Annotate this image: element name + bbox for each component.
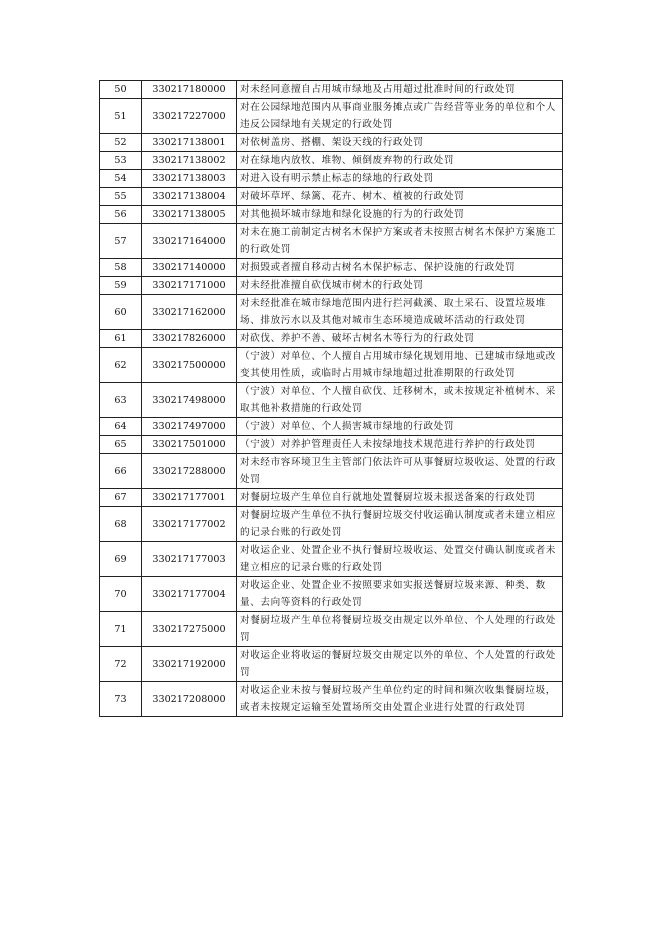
item-code: 330217497000	[142, 418, 237, 436]
row-number: 51	[100, 99, 142, 134]
item-code: 330217500000	[142, 348, 237, 383]
row-number: 65	[100, 436, 142, 454]
row-number: 67	[100, 489, 142, 507]
item-code: 330217177002	[142, 507, 237, 542]
item-code: 330217177004	[142, 577, 237, 612]
item-description: 对未经市容环境卫生主管部门依法许可从事餐厨垃圾收运、处置的行政处罚	[237, 454, 563, 489]
item-code: 330217138001	[142, 134, 237, 152]
item-description: 对其他损坏城市绿地和绿化设施的行为的行政处罚	[237, 206, 563, 224]
table-row	[100, 647, 563, 682]
table-row	[100, 99, 563, 134]
row-number: 64	[100, 418, 142, 436]
row-number: 58	[100, 259, 142, 277]
item-description: 对未在施工前制定古树名木保护方案或者未按照古树名木保护方案施工的行政处罚	[237, 224, 563, 259]
table-row	[100, 152, 563, 170]
item-code: 330217177003	[142, 542, 237, 577]
row-number: 63	[100, 383, 142, 418]
item-code: 330217162000	[142, 295, 237, 330]
row-number: 66	[100, 454, 142, 489]
item-description: 对餐厨垃圾产生单位将餐厨垃圾交由规定以外单位、个人处理的行政处罚	[237, 612, 563, 647]
table-row	[100, 489, 563, 507]
table-row	[100, 330, 563, 348]
item-code: 330217227000	[142, 99, 237, 134]
row-number: 62	[100, 348, 142, 383]
item-description: 对在绿地内放牧、堆物、倾倒废弃物的行政处罚	[237, 152, 563, 170]
row-number: 57	[100, 224, 142, 259]
table-row	[100, 577, 563, 612]
table-row	[100, 170, 563, 188]
item-description: （宁波）对养护管理责任人未按绿地技术规范进行养护的行政处罚	[237, 436, 563, 454]
row-number: 71	[100, 612, 142, 647]
item-description: 对损毁或者擅自移动古树名木保护标志、保护设施的行政处罚	[237, 259, 563, 277]
item-description: 对未经批准在城市绿地范围内进行拦河截溪、取土采石、设置垃圾堆场、排放污水以及其他对城市生态环境造成破坏活动的行政处罚	[237, 295, 563, 330]
item-code: 330217138003	[142, 170, 237, 188]
item-code: 330217180000	[142, 81, 237, 99]
item-description: 对收运企业、处置企业不执行餐厨垃圾收运、处置交付确认制度或者未建立相应的记录台账的行政处罚	[237, 542, 563, 577]
item-description: 对餐厨垃圾产生单位不执行餐厨垃圾交付收运确认制度或者未建立相应的记录台账的行政处罚	[237, 507, 563, 542]
item-description: 对餐厨垃圾产生单位自行就地处置餐厨垃圾未报送备案的行政处罚	[237, 489, 563, 507]
row-number: 61	[100, 330, 142, 348]
item-description: 对进入设有明示禁止标志的绿地的行政处罚	[237, 170, 563, 188]
item-description: 对收运企业将收运的餐厨垃圾交由规定以外的单位、个人处置的行政处罚	[237, 647, 563, 682]
table-row	[100, 542, 563, 577]
row-number: 53	[100, 152, 142, 170]
item-description: （宁波）对单位、个人擅自砍伐、迁移树木，或未按规定补植树木、采取其他补救措施的行政处罚	[237, 383, 563, 418]
item-description: 对砍伐、养护不善、破坏古树名木等行为的行政处罚	[237, 330, 563, 348]
row-number: 73	[100, 682, 142, 717]
item-code: 330217501000	[142, 436, 237, 454]
row-number: 55	[100, 188, 142, 206]
item-code: 330217208000	[142, 682, 237, 717]
item-code: 330217275000	[142, 612, 237, 647]
row-number: 69	[100, 542, 142, 577]
item-description: 对依树盖房、搭棚、架设天线的行政处罚	[237, 134, 563, 152]
table-row	[100, 454, 563, 489]
table-row	[100, 507, 563, 542]
item-code: 330217138005	[142, 206, 237, 224]
item-description: 对收运企业、处置企业不按照要求如实报送餐厨垃圾来源、种类、数量、去向等资料的行政处罚	[237, 577, 563, 612]
item-description: 对收运企业未按与餐厨垃圾产生单位约定的时间和频次收集餐厨垃圾，或者未按规定运输至处置场所交由处置企业进行处置的行政处罚	[237, 682, 563, 717]
table-row	[100, 295, 563, 330]
table-row	[100, 612, 563, 647]
item-description: 对在公园绿地范围内从事商业服务摊点或广告经营等业务的单位和个人违反公园绿地有关规定的行政处罚	[237, 99, 563, 134]
item-description: 对破坏草坪、绿篱、花卉、树木、植被的行政处罚	[237, 188, 563, 206]
item-description: 对未经同意擅自占用城市绿地及占用超过批准时间的行政处罚	[237, 81, 563, 99]
item-code: 330217164000	[142, 224, 237, 259]
table-row	[100, 383, 563, 418]
row-number: 68	[100, 507, 142, 542]
table-row	[100, 188, 563, 206]
row-number: 54	[100, 170, 142, 188]
table-row	[100, 436, 563, 454]
item-code: 330217288000	[142, 454, 237, 489]
row-number: 52	[100, 134, 142, 152]
item-code: 330217192000	[142, 647, 237, 682]
row-number: 60	[100, 295, 142, 330]
row-number: 56	[100, 206, 142, 224]
item-description: 对未经批准擅自砍伐城市树木的行政处罚	[237, 277, 563, 295]
row-number: 50	[100, 81, 142, 99]
table-row	[100, 81, 563, 99]
table-row	[100, 277, 563, 295]
item-code: 330217140000	[142, 259, 237, 277]
table-row	[100, 259, 563, 277]
row-number: 70	[100, 577, 142, 612]
item-code: 330217826000	[142, 330, 237, 348]
item-code: 330217171000	[142, 277, 237, 295]
table-row	[100, 134, 563, 152]
item-code: 330217177001	[142, 489, 237, 507]
table-row	[100, 418, 563, 436]
table-body	[100, 81, 563, 717]
row-number: 59	[100, 277, 142, 295]
item-description: （宁波）对单位、个人擅自占用城市绿化规划用地、已建城市绿地或改变其使用性质，或临时占用城市绿地超过批准期限的行政处罚	[237, 348, 563, 383]
item-code: 330217138004	[142, 188, 237, 206]
item-code: 330217498000	[142, 383, 237, 418]
penalty-items-table	[99, 80, 563, 717]
item-description: （宁波）对单位、个人损害城市绿地的行政处罚	[237, 418, 563, 436]
table-row	[100, 224, 563, 259]
item-code: 330217138002	[142, 152, 237, 170]
table-row	[100, 348, 563, 383]
table-row	[100, 682, 563, 717]
row-number: 72	[100, 647, 142, 682]
table-row	[100, 206, 563, 224]
